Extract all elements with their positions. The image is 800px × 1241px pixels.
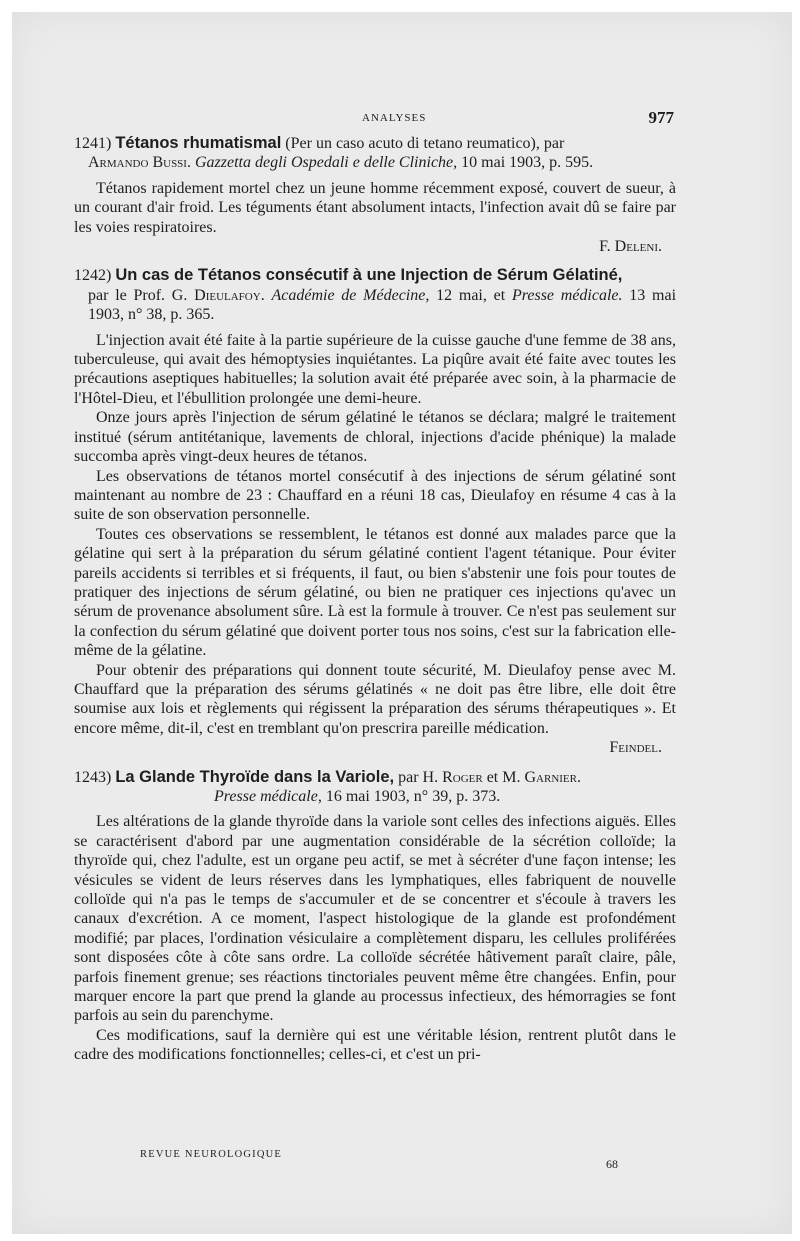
entry-reference: 13 mai 1903, n° 38, p. 365. [88, 286, 677, 324]
abstract-1243 [74, 768, 676, 1065]
paragraph: L'injection avait été faite à la partie supérieure de la cuisse gauche d'une femme de 38 ans, tuberculeuse, qui avait des hémoptysies inquiétantes. La piqûre avait été faite avec toutes les précautions aseptiques habituelles; la solution avait été préparée avec soin, à la pharmacie de l'Hôtel-Dieu, et l'ébullition prolongée une demi-heure. [74, 331, 676, 407]
paragraph: Tétanos rapidement mortel chez un jeune homme récemment exposé, couvert de sueur, à un courant d'air froid. Les téguments étant absolument intacts, l'infection avait dû se faire par les voies respiratoires. [74, 179, 676, 236]
footer-signature-mark: 68 [606, 1157, 618, 1171]
entry-number: 1243) [74, 768, 112, 786]
paragraph: Toutes ces observations se ressemblent, le tétanos est donné aux malades parce que la gélatine qui sert à la préparation du sérum gélatiné contient l'agent tétanique. Pour éviter pareils accidents si terribles et si fréquents, il faut, ou bien s'abstenir une fois pour toutes de pratiquer des injections de sérum gélatiné, ou bien ne pratiquer ces injections qu'avec un sérum de provenance absolument sûre. Là est la formule à trouver. Ce n'est pas seulement sur la confection du sérum gélatiné que doivent porter tous nos soins, c'est sur la fabrication elle-même de la gélatine. [74, 525, 676, 660]
entry-author: Dieulafoy. [194, 286, 265, 304]
page-number: 977 [648, 108, 674, 127]
entry-author: Roger [442, 768, 483, 786]
entry-title: Un cas de Tétanos consécutif à une Injection de Sérum Gélatiné, [115, 266, 623, 285]
entry-title: Tétanos rhumatismal [115, 134, 282, 152]
entry-citation [74, 787, 676, 806]
entry-heading [74, 266, 676, 324]
abstract-1242 [74, 266, 676, 757]
entry-title: La Glande Thyroïde dans la Variole, [115, 767, 395, 786]
paragraph: Onze jours après l'injection de sérum gélatiné le tétanos se déclara; malgré le traitement institué (sérum antitétanique, lavements de chloral, injections d'acide phénique) la malade succomba après vingt-deux heures de tétanos. [74, 409, 676, 466]
entry-byline: par le Prof. G. [88, 286, 188, 304]
entry-heading [74, 134, 676, 173]
entry-number: 1242) [74, 267, 112, 285]
abstract-1241 [74, 134, 676, 256]
paragraph: Ces modifications, sauf la dernière qui est une véritable lésion, rentrent plutôt dans le cadre des modifications fonctionnelles; celles-ci, et c'est un pri- [74, 1026, 676, 1064]
entry-reference: 10 mai 1903, p. 595. [461, 154, 594, 172]
entry-number: 1241) [74, 135, 112, 152]
entry-journal: Gazzetta degli Ospedali e delle Cliniche, [194, 154, 458, 172]
page-header [12, 108, 792, 130]
entry-citation [74, 153, 676, 172]
entry-journal: Presse médicale, [214, 788, 322, 805]
reviewer-signature: F. Deleni. [599, 238, 662, 256]
entry-heading [74, 768, 676, 807]
entry-byline: par H. [398, 768, 439, 786]
page-body [74, 134, 676, 1075]
entry-by: par [543, 135, 565, 152]
page [12, 12, 792, 1234]
entry-subtitle: (Per un caso acuto di tetano reumatico), [285, 135, 540, 152]
entry-citation [74, 286, 676, 325]
entry-author: Armando Bussi. [88, 154, 191, 172]
reviewer-signature: Feindel. [609, 739, 662, 757]
entry-journal: Académie de Médecine, [271, 286, 430, 304]
paragraph: Les observations de tétanos mortel consécutif à des injections de sérum gélatiné sont maintenant au nombre de 23 : Chauffard en a réuni 18 cas, Dieulafoy en résume 4 cas à la suite de son observation personnelle. [74, 467, 676, 524]
paragraph: Pour obtenir des préparations qui donnent toute sécurité, M. Dieulafoy pense avec M. Chauffard que la préparation des sérums gélatinés « ne doit pas être libre, elle doit être soumise aux lois et règlements qui régissent la préparation des sérums thérapeutiques ». Et encore même, dit-il, c'est en tremblant qu'on prescrira pareille médication. [74, 661, 676, 737]
entry-reference-mid: 12 mai, et [436, 286, 506, 304]
footer-journal-name: REVUE NEUROLOGIQUE [140, 1149, 283, 1160]
running-title: ANALYSES [362, 112, 427, 124]
paragraph: Les altérations de la glande thyroïde dans la variole sont celles des infections aiguës. Elles se caractérisent d'abord par une augmentation considérable de la sécrétion colloïde; la thyroïde qui, chez l'adulte, est un organe peu actif, se met à sécréter d'une façon intense; les vésicules se vident de leurs réserves dans les lymphatiques, elles fabriquent de nouvelle colloïde qui n'a pas le temps de s'accumuler et de se concentrer et s'écoule à travers les canaux d'excrétion. A ce moment, l'aspect histologique de la glande est profondément modifié; par places, l'ordination vésiculaire a complètement disparu, les cellules proliférées sont disposées côte à côte sans ordre. La colloïde sécrétée hâtivement paraît claire, pâle, parfois finement grenue; ses réactions tinctoriales peuvent même être changées. Enfin, pour marquer encore la part que prend la glande au processus infectieux, des hémorragies se font parfois au sein du parenchyme. [74, 813, 676, 1025]
entry-reference: 16 mai 1903, n° 39, p. 373. [325, 788, 501, 805]
entry-journal-secondary: Presse médicale. [511, 286, 623, 304]
entry-and: et M. [486, 768, 521, 786]
entry-author-second: Garnier. [524, 768, 581, 786]
